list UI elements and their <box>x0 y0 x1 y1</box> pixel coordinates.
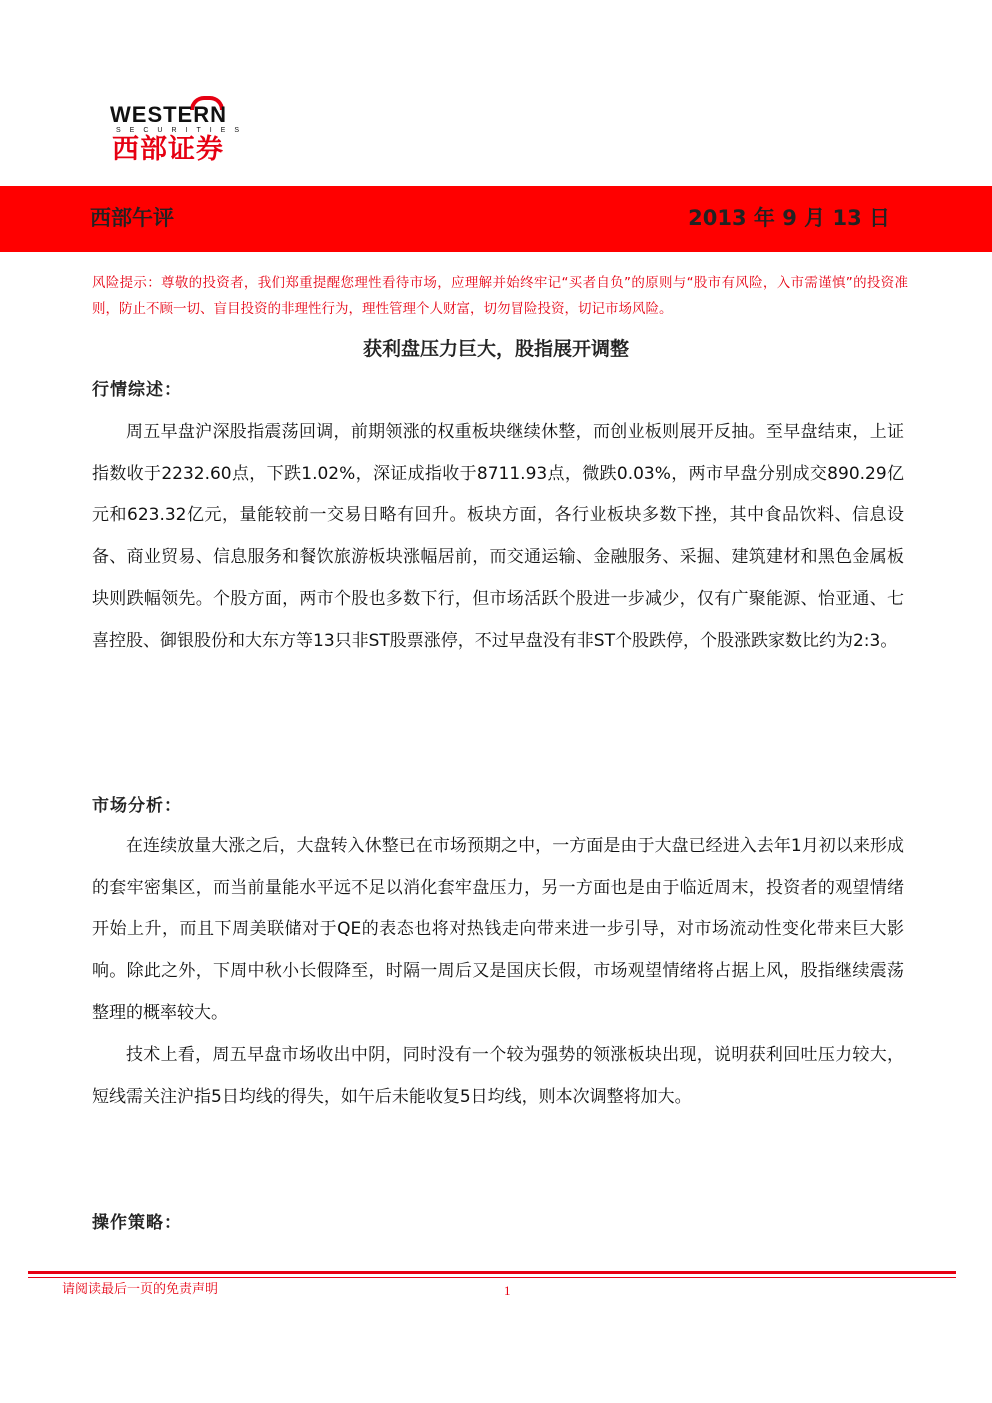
footer-divider-thick <box>28 1271 956 1274</box>
risk-notice: 风险提示：尊敬的投资者，我们郑重提醒您理性看待市场，应理解并始终牢记“买者自负”的原则与“股市有风险，入市需谨慎”的投资准则，防止不顾一切、盲目投资的非理性行为，理性管理个人财富，切勿冒险投资，切记市场风险。 <box>92 275 908 317</box>
section-heading-market-overview: 行情综述： <box>92 380 182 400</box>
section-heading-strategy: 操作策略： <box>92 1213 182 1233</box>
western-securities-logo <box>110 104 286 166</box>
report-date: 2013 年 9 月 13 日 <box>688 206 890 230</box>
logo-brand-en: WESTERN <box>110 102 227 127</box>
article-title: 获利盘压力巨大，股指展开调整 <box>362 338 629 360</box>
report-header-banner <box>0 186 992 252</box>
page-number: 1 <box>504 1283 511 1298</box>
paragraph-technical-view: 技术上看，周五早盘市场收出中阴，同时没有一个较为强势的领涨板块出现，说明获利回吐压力较大，短线需关注沪指5日均线的得失，如午后未能收复5日均线，则本次调整将加大。 <box>92 1045 904 1107</box>
logo-brand-cn: 西部证券 <box>112 134 224 165</box>
paragraph-market-overview: 周五早盘沪深股指震荡回调，前期领涨的权重板块继续休整，而创业板则展开反抽。至早盘结束，上证指数收于2232.60点，下跌1.02%，深证成指收于8711.93点，微跌0.03%，两市早盘分别成交890.29亿元和623.32亿元，量能较前一交易日略有回升。板块方面，各行业板块多数下挫，其中食品饮料、信息设备、商业贸易、信息服务和餐饮旅游板块涨幅居前，而交通运输、金融服务、采掘、建筑建材和黑色金属板块则跌幅领先。个股方面，两市个股也多数下行，但市场活跃个股进一步减少，仅有广聚能源、怡亚通、七喜控股、御银股份和大东方等13只非ST股票涨停，不过早盘没有非ST个股跌停，个股涨跌家数比约为2:3。 <box>92 422 904 651</box>
section-heading-market-analysis: 市场分析： <box>92 796 182 816</box>
report-name: 西部午评 <box>90 206 174 230</box>
paragraph-market-analysis: 在连续放量大涨之后，大盘转入休整已在市场预期之中，一方面是由于大盘已经进入去年1月初以来形成的套牢密集区，而当前量能水平远不足以消化套牢盘压力，另一方面也是由于临近周末，投资者的观望情绪开始上升，而且下周美联储对于QE的表态也将对热钱走向带来进一步引导，对市场流动性变化带来巨大影响。除此之外，下周中秋小长假降至，时隔一周后又是国庆长假，市场观望情绪将占据上风，股指继续震荡整理的概率较大。 <box>92 836 904 1023</box>
disclaimer-notice[interactable]: 请阅读最后一页的免责声明 <box>62 1282 219 1297</box>
logo-brand-en-sub: SECURITIES <box>116 127 249 134</box>
footer-divider-thin <box>28 1277 956 1278</box>
